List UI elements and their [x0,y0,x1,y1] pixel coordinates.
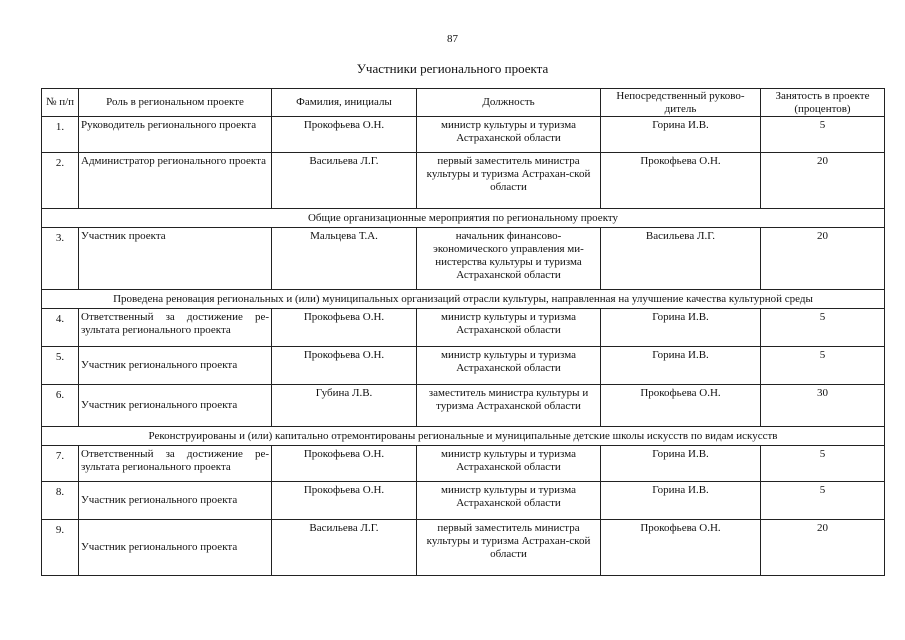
row-name: Прокофьева О.Н. [272,482,417,520]
row-num: 7. [42,446,79,482]
table-row [42,347,885,385]
row-supervisor: Горина И.В. [601,309,761,347]
row-name: Мальцева Т.А. [272,228,417,290]
row-role: Руководитель регионального проекта [79,117,272,153]
row-name: Прокофьева О.Н. [272,347,417,385]
row-num: 3. [42,228,79,290]
row-name: Губина Л.В. [272,385,417,427]
row-supervisor: Прокофьева О.Н. [601,520,761,576]
row-role: Администратор регионального проекта [79,153,272,209]
row-name: Васильева Л.Г. [272,520,417,576]
row-supervisor: Горина И.В. [601,446,761,482]
row-employment: 20 [761,153,885,209]
row-position: министр культуры и туризма Астраханской области [417,347,601,385]
row-role: Участник регионального проекта [79,520,272,576]
row-position: первый заместитель министра культуры и туризма Астрахан-ской области [417,153,601,209]
section-heading: Реконструированы и (или) капитально отремонтированы региональные и муниципальные детские школы искусств по видам искусств [42,427,885,446]
table-row [42,385,885,427]
header-name: Фамилия, инициалы [272,89,417,117]
row-position: министр культуры и туризма Астраханской области [417,117,601,153]
row-role: Участник проекта [79,228,272,290]
header-role: Роль в региональном проекте [79,89,272,117]
row-employment: 20 [761,520,885,576]
header-employment: Занятость в проекте (процентов) [761,89,885,117]
section-row [42,290,885,309]
header-supervisor: Непосредственный руково-дитель [601,89,761,117]
row-employment: 5 [761,309,885,347]
participants-table [41,88,885,576]
row-employment: 5 [761,482,885,520]
table-row [42,482,885,520]
row-supervisor: Васильева Л.Г. [601,228,761,290]
row-supervisor: Прокофьева О.Н. [601,153,761,209]
row-name: Прокофьева О.Н. [272,117,417,153]
section-heading: Проведена реновация региональных и (или) муниципальных организаций отрасли культуры, направленная на улучшение качества культурной среды [42,290,885,309]
row-employment: 30 [761,385,885,427]
row-employment: 5 [761,347,885,385]
row-num: 8. [42,482,79,520]
row-num: 5. [42,347,79,385]
row-name: Васильева Л.Г. [272,153,417,209]
row-employment: 5 [761,117,885,153]
row-name: Прокофьева О.Н. [272,309,417,347]
row-num: 2. [42,153,79,209]
header-position: Должность [417,89,601,117]
row-employment: 20 [761,228,885,290]
table-header-row [42,89,885,117]
row-supervisor: Горина И.В. [601,482,761,520]
row-num: 1. [42,117,79,153]
row-num: 9. [42,520,79,576]
row-employment: 5 [761,446,885,482]
section-row [42,427,885,446]
table-row [42,153,885,209]
row-supervisor: Прокофьева О.Н. [601,385,761,427]
table-row [42,117,885,153]
table-row [42,228,885,290]
section-heading: Общие организационные мероприятия по региональному проекту [42,209,885,228]
row-num: 4. [42,309,79,347]
row-position: министр культуры и туризма Астраханской области [417,446,601,482]
table-row [42,520,885,576]
table-row [42,446,885,482]
row-role: Участник регионального проекта [79,347,272,385]
row-name: Прокофьева О.Н. [272,446,417,482]
row-position: министр культуры и туризма Астраханской области [417,309,601,347]
table-row [42,309,885,347]
row-position: министр культуры и туризма Астраханской области [417,482,601,520]
row-position: начальник финансово-экономического управления ми-нистерства культуры и туризма Астраханской области [417,228,601,290]
row-position: первый заместитель министра культуры и туризма Астрахан-ской области [417,520,601,576]
document-title: Участники регионального проекта [356,61,549,76]
row-supervisor: Горина И.В. [601,347,761,385]
row-role: Ответственный за достижение ре-зультата регионального проекта [79,446,272,482]
row-supervisor: Горина И.В. [601,117,761,153]
row-role: Участник регионального проекта [79,385,272,427]
row-role: Ответственный за достижение ре-зультата регионального проекта [79,309,272,347]
header-num: № п/п [42,89,79,117]
section-row [42,209,885,228]
row-role: Участник регионального проекта [79,482,272,520]
row-position: заместитель министра культуры и туризма Астраханской области [417,385,601,427]
row-num: 6. [42,385,79,427]
page-number: 87 [447,33,458,45]
